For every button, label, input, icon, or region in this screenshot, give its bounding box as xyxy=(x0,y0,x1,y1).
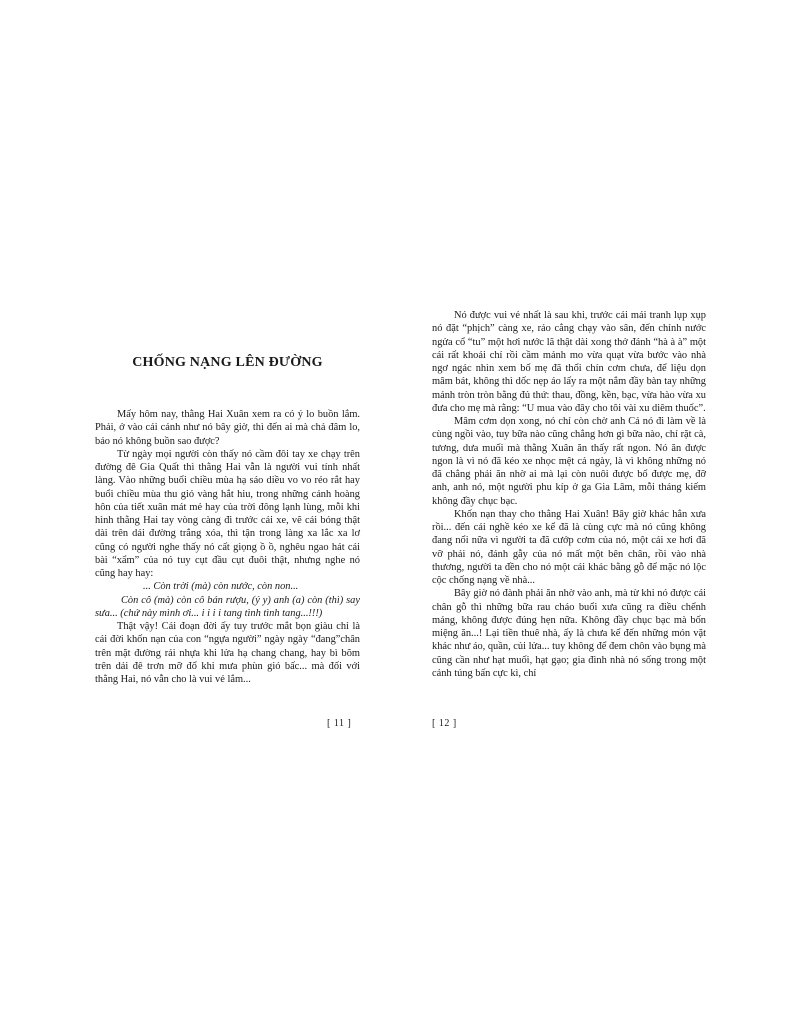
paragraph: Nó được vui vẻ nhất là sau khi, trước cái mái tranh lụp xụp nó đặt “phịch” càng xe, rảo cẳng chạy vào sân, đến chỉnh nước ngửa cổ “tu” một hơi nước lã thật dài xong thở đánh “hà à à” một cái rất khoái chí rồi cầm mảnh mo vừa quạt vừa bước vào nhà ngơ ngác nhìn xem bố mẹ đã thổi chín cơm chưa, để liệu dọn mâm bát, không thì dốc nẹp áo lấy ra một nắm đầy bàn tay những mảnh tròn tròn bằng đủ thứ: thau, đồng, kền, bạc, vừa hào vừa xu đưa cho mẹ mà rằng: “U mua vào đây cho tôi vài xu diêm thuốc”. xyxy=(432,310,706,414)
page-number: [ 12 ] xyxy=(432,718,457,729)
verse-line: Còn cô (mà) còn cô bán rượu, (ý y) anh (a) còn (thì) say sưa... (chứ này mình ơi... i i i i tang tình tình tang...!!!) xyxy=(95,594,360,619)
left-page-body xyxy=(95,408,360,686)
verse-line: ... Còn trời (mà) còn nước, còn non... xyxy=(143,581,299,593)
paragraph: Mâm cơm dọn xong, nó chỉ còn chờ anh Cả nó đi làm về là cùng ngồi vào, tuy bữa nào cũng chẳng hơn gì bữa nào, chỉ rặt cà, tương, dưa muối mà thằng Xuân ăn thấy rất ngon. Nó ăn được ngon là vì nó đã kéo xe nhọc mệt cả ngày, là vì không những nó đã chẳng phải ăn nhờ ai mà lại còn nuôi được bố được mẹ, đỡ anh, anh nó, một người phu kíp ở ga Gia Lâm, mỗi tháng kiếm không đầy chục bạc. xyxy=(432,416,706,507)
right-page-body xyxy=(432,309,706,680)
paragraph: Mấy hôm nay, thằng Hai Xuân xem ra có ý lo buồn lắm. Phải, ở vào cái cảnh như nó bây giờ, thì đến ai mà chả đâm lo, bảo nó không buồn sao được? xyxy=(95,409,360,447)
paragraph: Khốn nạn thay cho thằng Hai Xuân! Bây giờ khác hẳn xưa rồi... đến cái nghề kéo xe kể đã là cùng cực mà nó cũng không đang nổi nữa vì người ta đã cướp cơm của nó, một cái xe hơi đã vỡ phải nó, đánh gẫy của nó mất một bên chân, rồi vào nhà thương, người ta đền cho nó một cái khác bằng gỗ để mặc nó lộc cộc chống nạng về nhà... xyxy=(432,508,706,586)
paragraph: Bây giờ nó đành phải ăn nhờ vào anh, mà từ khi nó được cái chân gỗ thì những bữa rau cháo buổi xưa cũng ra điều chểnh mảng, không được đúng hẹn nữa. Không đầy chục bạc mà bốn miệng ăn...! Lại tiền thuê nhà, ấy là chưa kể đến những món vặt khác như áo, quần, củi lửa... tuy không để đem chôn vào bụng mà cũng cần như hạt muối, hạt gạo; gia đình nhà nó sống trong một cảnh túng bấn cực kì, chỉ xyxy=(432,588,706,679)
paragraph: Thật vậy! Cái đoạn đời ấy tuy trước mắt bọn giàu chỉ là cái đời khốn nạn của con “ngựa người” ngày ngày “đang”chân trên mặt đường rải nhựa khi lửa hạ chang chang, hay bì bõm trên dải đê trơn mỡ đổ khi mưa phùn gió bấc... mà đối với thằng Hai, nó vẫn cho là vui vẻ lắm... xyxy=(95,621,360,685)
paragraph: Từ ngày mọi người còn thấy nó cầm đôi tay xe chạy trên đường đê Gia Quất thì thằng Hai vẫn là người vui tính nhất làng. Vào những buổi chiều mùa hạ sáo diều vo vo réo rắt hay buổi chiều mùa thu gió vàng hắt hiu, trong những cảnh hoàng hôn của tiết xuân mát mẻ hay của trời đông lạnh lùng, mỗi khi hình thằng Hai tay vòng càng đi trước cái xe, vẽ cái bóng thật dài trên dải đường trắng xóa, thì tận trong làng xa lắc xa lơ cũng có người nghe thấy nó cất giọng ồ ồ, nghêu ngao hát cái bài “xẩm” của nó tuy cụt đầu cụt đuôi thật, nhưng nghe nó cũng hay hay: xyxy=(95,448,360,579)
chapter-title: CHỐNG NẠNG LÊN ĐƯỜNG xyxy=(132,355,323,370)
page-number: [ 11 ] xyxy=(327,718,352,729)
